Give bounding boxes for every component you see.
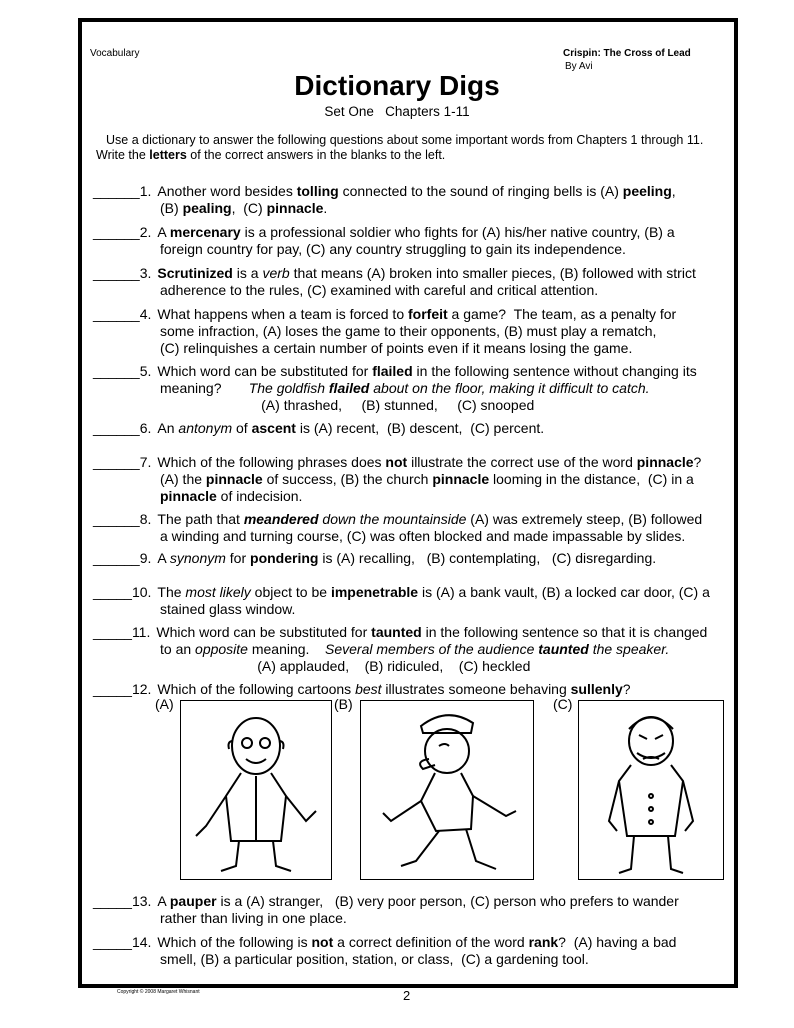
bold-term: pinnacle xyxy=(266,200,324,216)
answer-blank[interactable]: _____ xyxy=(93,624,132,640)
bold-term: taunted xyxy=(538,641,589,657)
question-number: 12. xyxy=(131,681,152,697)
question-number: 1. xyxy=(139,183,152,199)
bold-term: pinnacle xyxy=(432,471,490,487)
text-segment: . xyxy=(323,200,328,216)
text-segment: illustrate the correct use of the word xyxy=(407,454,637,470)
bold-term: pealing xyxy=(182,200,232,216)
bold-term: pinnacle xyxy=(636,454,694,470)
text-segment: An xyxy=(157,420,179,436)
question-3 xyxy=(93,265,733,299)
text-segment: of xyxy=(232,420,252,436)
page-number: 2 xyxy=(403,988,411,1003)
page-title: Dictionary Digs xyxy=(294,70,500,101)
question-number: 11. xyxy=(131,624,151,640)
italic-text: synonym xyxy=(169,550,226,566)
text-segment: smell, (B) a particular position, station, or class, (C) a gardening tool. xyxy=(160,951,589,967)
bold-term: not xyxy=(311,934,334,950)
text-segment: Another word besides xyxy=(157,183,297,199)
question-line xyxy=(93,380,733,397)
text-segment: connected to the sound of ringing bells is (A) xyxy=(338,183,623,199)
text-segment: object to be xyxy=(250,584,331,600)
text-segment: of indecision. xyxy=(216,488,303,504)
text-segment: for xyxy=(225,550,251,566)
bold-term: pondering xyxy=(250,550,319,566)
cartoon-c-sullen-man xyxy=(578,700,724,880)
text-segment: of success, (B) the church xyxy=(262,471,433,487)
question-1 xyxy=(93,183,733,217)
answer-blank[interactable]: ______ xyxy=(93,511,140,527)
text-segment: of the correct answers in the blanks to the left. xyxy=(186,148,446,162)
instructions xyxy=(96,133,716,163)
answer-blank[interactable]: ______ xyxy=(93,265,140,281)
question-line xyxy=(93,511,733,528)
question-line xyxy=(93,241,733,258)
text-segment: is (A) recalling, (B) contemplating, (C) disregarding. xyxy=(318,550,657,566)
text-segment: ? (A) having a bad xyxy=(558,934,677,950)
text-segment: a game? The team, as a penalty for xyxy=(447,306,677,322)
question-line xyxy=(93,624,733,641)
text-segment: (A) thrashed, (B) stunned, (C) snooped xyxy=(160,397,535,413)
bold-term: sullenly xyxy=(570,681,623,697)
answer-blank[interactable]: ______ xyxy=(93,183,140,199)
question-line xyxy=(93,893,733,910)
question-line xyxy=(93,200,733,217)
text-segment: in the following sentence without changing its xyxy=(412,363,697,379)
text-segment: A xyxy=(157,893,170,909)
question-number: 9. xyxy=(139,550,152,566)
bold-term: not xyxy=(385,454,408,470)
answer-blank[interactable]: ______ xyxy=(93,420,140,436)
text-segment: What happens when a team is forced to xyxy=(157,306,408,322)
bold-term: flailed xyxy=(328,380,370,396)
page-subtitle: Set One Chapters 1-11 xyxy=(324,104,470,119)
text-segment: illustrates someone behaving xyxy=(381,681,571,697)
question-line xyxy=(93,363,733,380)
bold-term: ascent xyxy=(251,420,296,436)
question-line xyxy=(93,641,733,658)
question-number: 5. xyxy=(139,363,152,379)
question-number: 13. xyxy=(131,893,152,909)
text-segment: is (A) recent, (B) descent, (C) percent. xyxy=(295,420,545,436)
italic-text: about on the floor, making it difficult to catch. xyxy=(369,380,650,396)
italic-text: verb xyxy=(262,265,290,281)
question-number: 2. xyxy=(139,224,152,240)
bold-term: Scrutinized xyxy=(157,265,233,281)
text-segment: is a (A) stranger, (B) very poor person, (C) person who prefers to wander xyxy=(216,893,679,909)
cartoon-b-walking-man xyxy=(360,700,534,880)
text-segment: in the following sentence so that it is changed xyxy=(421,624,708,640)
italic-text: antonym xyxy=(178,420,233,436)
text-segment: meaning? xyxy=(160,380,249,396)
question-line xyxy=(93,488,733,505)
answer-blank[interactable]: _____ xyxy=(93,934,132,950)
question-line xyxy=(93,397,733,414)
question-line xyxy=(93,454,733,471)
question-line xyxy=(93,265,733,282)
text-segment: (A) applauded, (B) ridiculed, (C) heckled xyxy=(160,658,531,674)
text-segment: Which of the following is xyxy=(157,934,312,950)
text-segment: foreign country for pay, (C) any country struggling to gain its independence. xyxy=(160,241,626,257)
text-segment: A xyxy=(157,550,170,566)
text-segment: (B) xyxy=(160,200,183,216)
italic-text: down the mountainside xyxy=(318,511,467,527)
text-segment: a winding and turning course, (C) was often blocked and made impassable by slides. xyxy=(160,528,686,544)
question-line xyxy=(93,224,733,241)
header-book-title: Crispin: The Cross of Lead xyxy=(563,48,691,59)
question-14 xyxy=(93,934,733,968)
answer-blank[interactable]: _____ xyxy=(93,893,132,909)
italic-text: opposite xyxy=(195,641,248,657)
bold-term: forfeit xyxy=(408,306,448,322)
bold-term: rank xyxy=(528,934,559,950)
question-line xyxy=(93,601,733,618)
question-10 xyxy=(93,584,733,618)
text-segment: The path that xyxy=(157,511,244,527)
text-segment: Which word can be substituted for xyxy=(157,363,373,379)
bold-term: peeling xyxy=(622,183,672,199)
question-11 xyxy=(93,624,733,675)
italic-text: The goldfish xyxy=(248,380,329,396)
text-segment: (A) the xyxy=(160,471,206,487)
cartoon-label-b: (B) xyxy=(334,696,353,712)
text-segment: ? xyxy=(693,454,702,470)
text-segment: that means (A) broken into smaller pieces, (B) followed with strict xyxy=(289,265,696,281)
question-line xyxy=(93,528,733,545)
bold-term: tolling xyxy=(296,183,339,199)
question-line xyxy=(93,340,733,357)
question-line xyxy=(93,282,733,299)
text-segment: looming in the distance, (C) in a xyxy=(489,471,694,487)
question-number: 4. xyxy=(139,306,152,322)
cartoon-a-cheerful-man xyxy=(180,700,332,880)
question-line xyxy=(93,910,733,927)
text-segment: is (A) a bank vault, (B) a locked car door, (C) a xyxy=(418,584,710,600)
italic-text: best xyxy=(355,681,382,697)
answer-blank[interactable]: ______ xyxy=(93,550,140,566)
cartoon-label-a: (A) xyxy=(155,696,174,712)
question-line xyxy=(93,306,733,323)
text-segment: A xyxy=(157,224,170,240)
question-number: 3. xyxy=(139,265,152,281)
bold-term: flailed xyxy=(372,363,413,379)
bold-term: impenetrable xyxy=(330,584,419,600)
copyright-notice: Copyright © 2008 Margaret Whisnant xyxy=(117,989,200,995)
italic-text: Several members of the audience xyxy=(325,641,539,657)
header-author: By Avi xyxy=(565,61,593,72)
answer-blank[interactable]: ______ xyxy=(93,224,140,240)
question-line xyxy=(93,183,733,200)
text-segment: Use a dictionary to answer the following questions about some important words from Chapters 1 through 11. Write the xyxy=(96,133,711,162)
text-segment: , (C) xyxy=(231,200,267,216)
bold-term: mercenary xyxy=(169,224,241,240)
text-segment: (A) was extremely steep, (B) followed xyxy=(466,511,703,527)
bold-term: pinnacle xyxy=(205,471,263,487)
bold-term: meandered xyxy=(243,511,319,527)
question-number: 6. xyxy=(139,420,152,436)
question-line xyxy=(93,658,733,675)
text-segment: , xyxy=(671,183,676,199)
question-9 xyxy=(93,550,733,567)
question-12 xyxy=(93,681,733,698)
question-number: 14. xyxy=(131,934,152,950)
text-segment: is a professional soldier who fights for (A) his/her native country, (B) a xyxy=(240,224,675,240)
question-line xyxy=(93,323,733,340)
question-2 xyxy=(93,224,733,258)
question-4 xyxy=(93,306,733,357)
text-segment: stained glass window. xyxy=(160,601,296,617)
question-line xyxy=(93,550,733,567)
text-segment: meaning. xyxy=(247,641,326,657)
text-segment: Which word can be substituted for xyxy=(156,624,372,640)
question-line xyxy=(93,951,733,968)
question-7 xyxy=(93,454,733,505)
question-8 xyxy=(93,511,733,545)
question-line xyxy=(93,681,733,698)
text-segment: rather than living in one place. xyxy=(160,910,347,926)
text-segment: some infraction, (A) loses the game to their opponents, (B) must play a rematch, xyxy=(160,323,657,339)
question-number: 7. xyxy=(139,454,152,470)
header-subject: Vocabulary xyxy=(90,48,140,59)
question-line xyxy=(93,584,733,601)
question-line xyxy=(93,934,733,951)
question-line xyxy=(93,420,733,437)
answer-blank[interactable]: _____ xyxy=(93,681,132,697)
text-segment: Which of the following cartoons xyxy=(157,681,356,697)
text-segment: ? xyxy=(622,681,631,697)
text-segment: (C) relinquishes a certain number of points even if it means losing the game. xyxy=(160,340,633,356)
text-segment: adherence to the rules, (C) examined with careful and critical attention. xyxy=(160,282,599,298)
bold-term: pauper xyxy=(169,893,217,909)
text-segment: The xyxy=(157,584,186,600)
italic-text: most likely xyxy=(185,584,251,600)
question-5 xyxy=(93,363,733,414)
bold-term: letters xyxy=(149,148,187,162)
text-segment: is a xyxy=(232,265,263,281)
italic-text: the speaker. xyxy=(588,641,670,657)
text-segment: Which of the following phrases does xyxy=(157,454,386,470)
question-line xyxy=(93,471,733,488)
bold-term: taunted xyxy=(371,624,422,640)
text-segment: to an xyxy=(160,641,196,657)
question-number: 10. xyxy=(131,584,152,600)
question-6 xyxy=(93,420,733,437)
answer-blank[interactable]: _____ xyxy=(93,584,132,600)
bold-term: pinnacle xyxy=(160,488,217,504)
text-segment: a correct definition of the word xyxy=(333,934,529,950)
answer-blank[interactable]: ______ xyxy=(93,306,140,322)
cartoon-label-c: (C) xyxy=(553,696,573,712)
answer-blank[interactable]: ______ xyxy=(93,363,140,379)
answer-blank[interactable]: ______ xyxy=(93,454,140,470)
question-13 xyxy=(93,893,733,927)
question-number: 8. xyxy=(139,511,152,527)
